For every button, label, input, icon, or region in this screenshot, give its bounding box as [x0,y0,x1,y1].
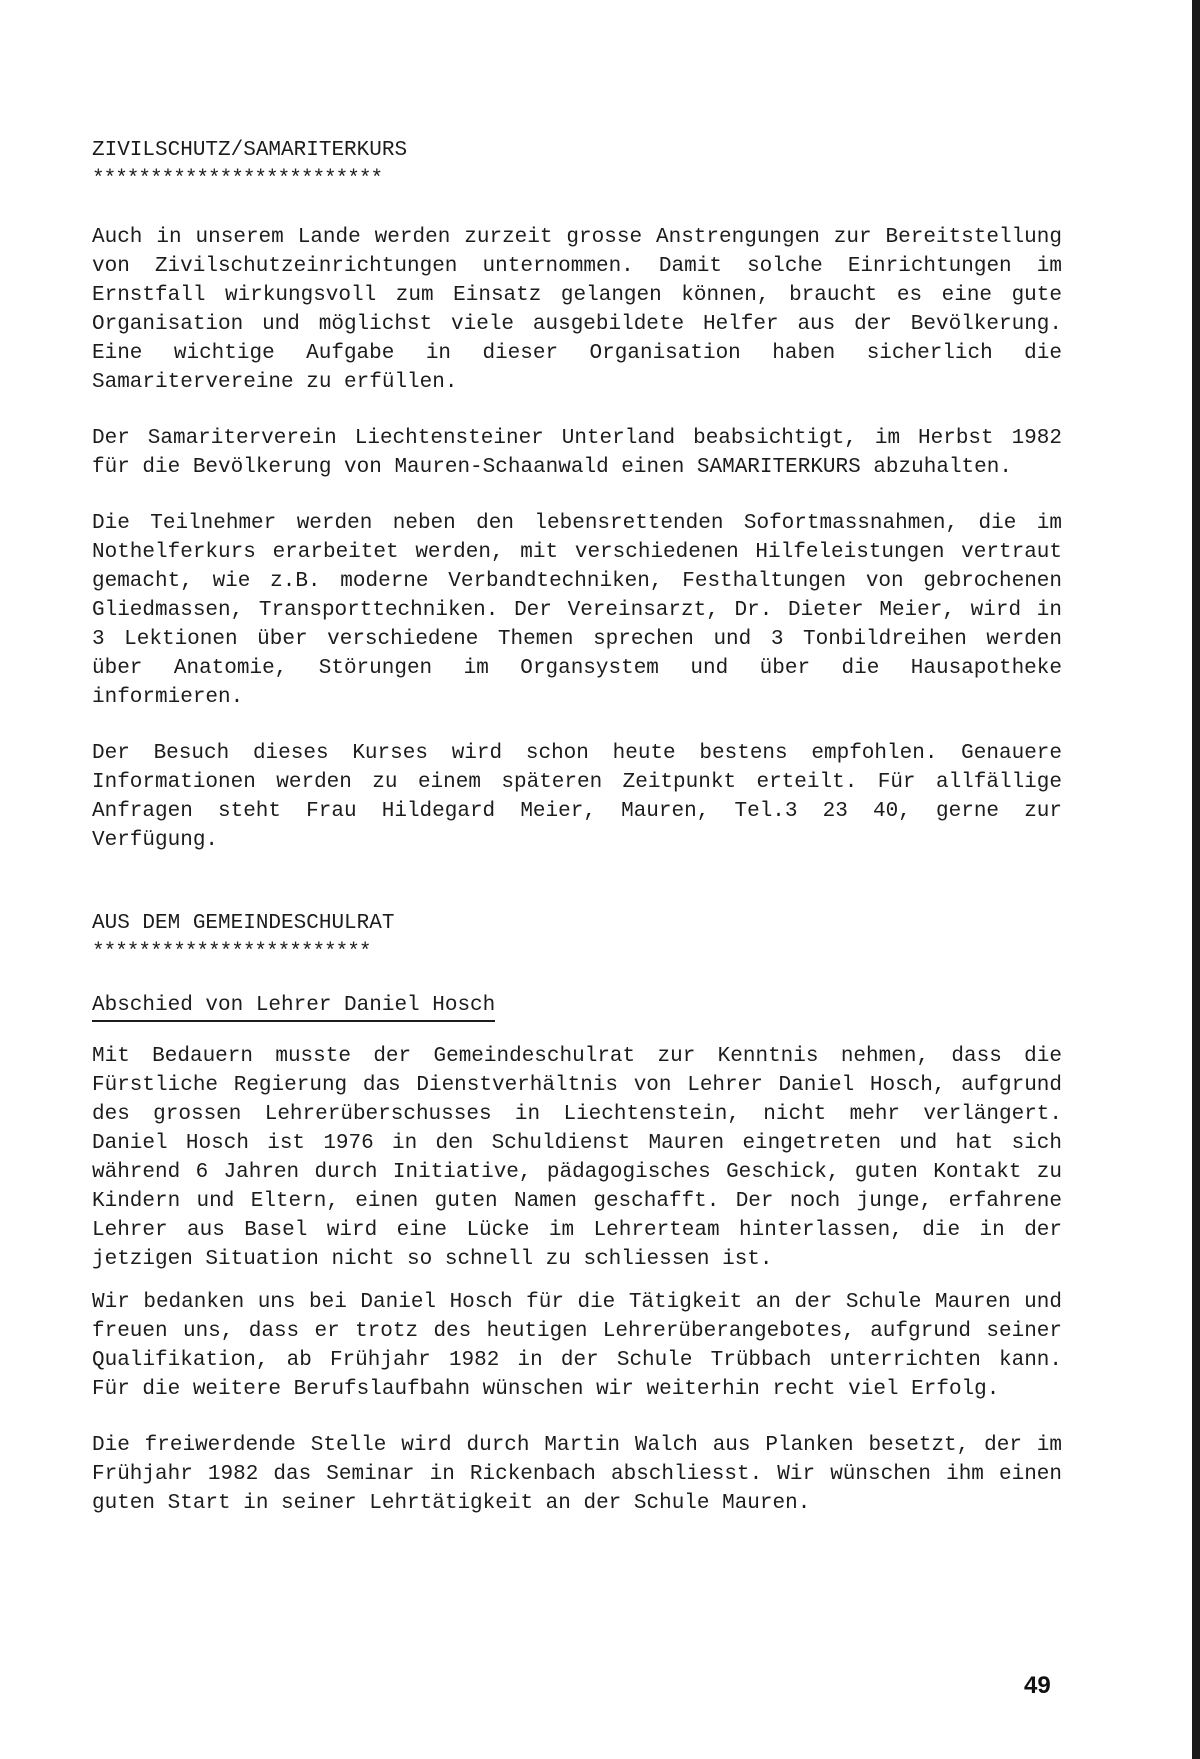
paragraph: Mit Bedauern musste der Gemeindeschulrat zur Kenntnis nehmen, dass die Fürstliche Regierung das Dienstverhältnis von Lehrer Daniel Hosch, aufgrund des grossen Lehrerüberschusses in Liechtenstein, nicht mehr verlängert. Daniel Hosch ist 1976 in den Schuldienst Mauren eingetreten und hat sich während 6 Jahren durch Initiative, pädagogisches Geschick, guten Kontakt zu Kindern und Eltern, einen guten Namen geschafft. Der noch junge, erfahrene Lehrer aus Basel wird eine Lücke im Lehrerteam hinterlassen, die in der jetzigen Situation nicht so schnell zu schliessen ist. [92,1045,1062,1271]
paragraph: Auch in unserem Lande werden zurzeit grosse Anstrengungen zur Bereitstellung von Zivilschutzeinrichtungen unternommen. Damit solche Einrichtungen im Ernstfall wirkungsvoll zum Einsatz gelangen können, braucht es eine gute Organisation und möglichst viele ausgebildete Helfer aus der Bevölkerung. Eine wichtige Aufgabe in dieser Organisation haben sicherlich die Samaritervereine zu erfüllen. [92,226,1062,394]
section-heading-zivilschutz: ZIVILSCHUTZ/SAMARITERKURS [92,139,408,162]
paragraph: Wir bedanken uns bei Daniel Hosch für die Tätigkeit an der Schule Mauren und freuen uns, dass er trotz des heutigen Lehrerüberangebotes, aufgrund seiner Qualifikation, ab Frühjahr 1982 in der Schule Trübbach unterrichten kann. Für die weitere Berufslaufbahn wünschen wir weiterhin recht viel Erfolg. [92,1291,1062,1401]
paragraph: Der Samariterverein Liechtensteiner Unterland beabsichtigt, im Herbst 1982 für die Bevölkerung von Mauren-Schaanwald einen SAMARITERKURS abzuhalten. [92,427,1062,479]
page-number: 49 [1024,1672,1051,1699]
paragraph: Die Teilnehmer werden neben den lebensrettenden Sofortmassnahmen, die im Nothelferkurs erarbeitet werden, mit verschiedenen Hilfeleistungen vertraut gemacht, wie z.B. moderne Verbandtechniken, Festhaltungen von gebrochenen Gliedmassen, Transporttechniken. Der Vereinsarzt, Dr. Dieter Meier, wird in 3 Lektionen über verschiedene Themen sprechen und 3 Tonbildreihen werden über Anatomie, Störungen im Organsystem und über die Hausapotheke informieren. [92,512,1062,709]
paragraph: Der Besuch dieses Kurses wird schon heute bestens empfohlen. Genauere Informationen werden zu einem späteren Zeitpunkt erteilt. Für allfällige Anfragen steht Frau Hildegard Meier, Mauren, Tel.3 23 40, gerne zur Verfügung. [92,742,1062,852]
section-heading-gemeindeschulrat: AUS DEM GEMEINDESCHULRAT [92,912,395,935]
scan-edge [1192,0,1200,1759]
heading-asterisk-underline: ************************* [92,168,383,191]
document-page [92,136,1062,1518]
heading-asterisk-underline: ************************ [92,941,371,964]
subheading-abschied: Abschied von Lehrer Daniel Hosch [92,991,495,1022]
paragraph: Die freiwerdende Stelle wird durch Martin Walch aus Planken besetzt, der im Frühjahr 1982 das Seminar in Rickenbach abschliesst. Wir wünschen ihm einen guten Start in seiner Lehrtätigkeit an der Schule Mauren. [92,1434,1062,1515]
